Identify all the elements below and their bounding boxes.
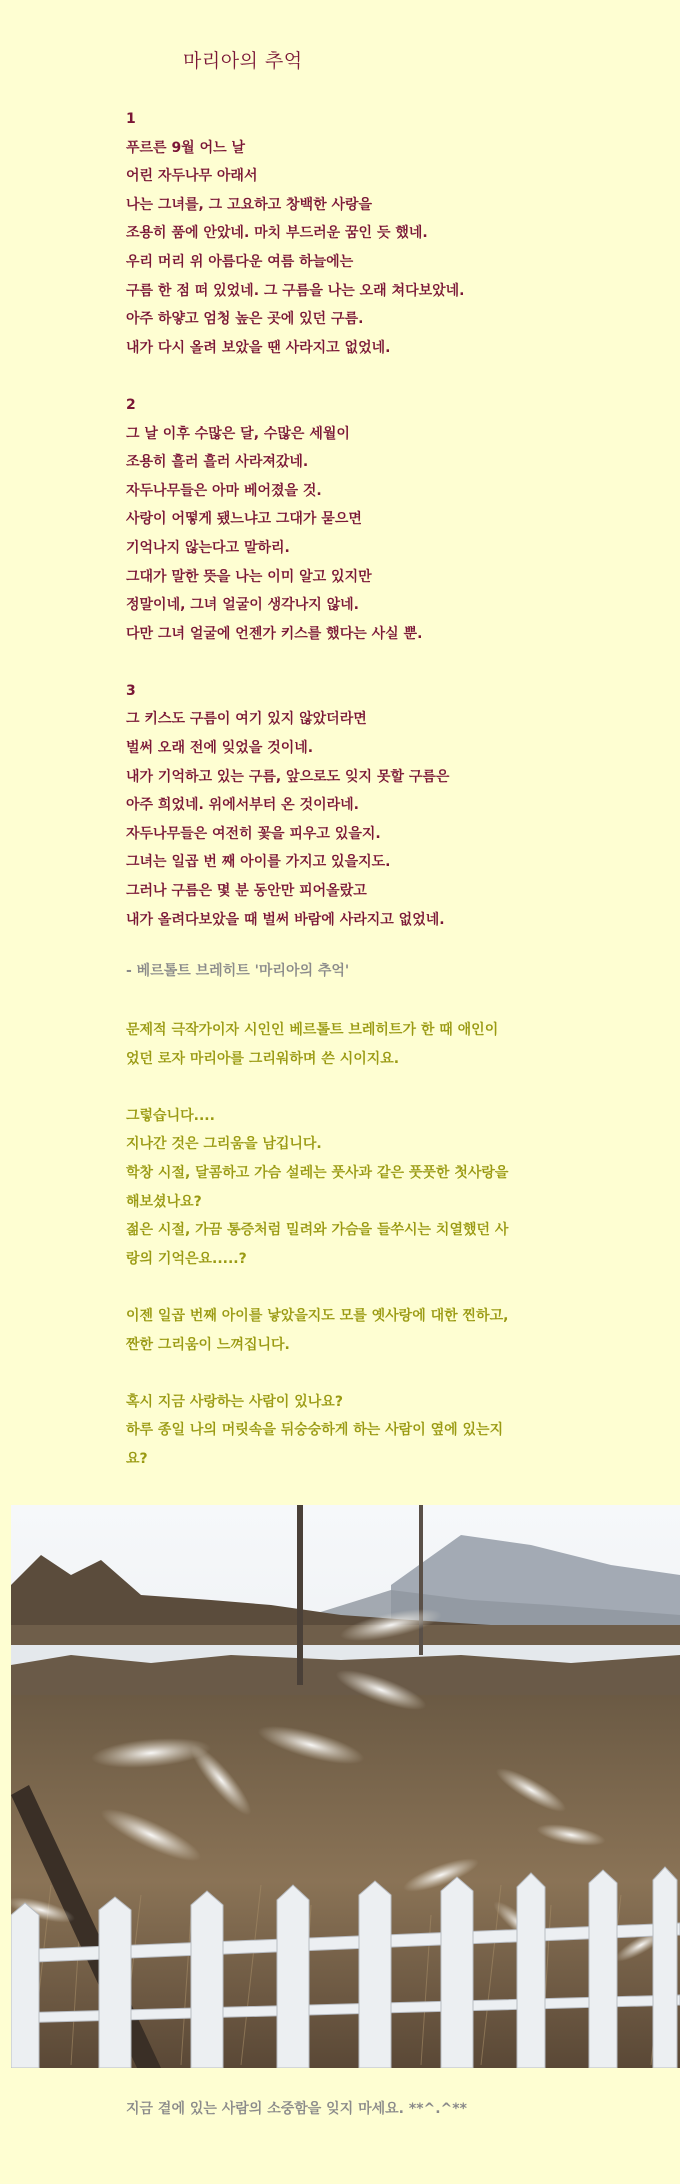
essay-line: 짠한 그리움이 느껴집니다. — [126, 1336, 290, 1353]
poem-line: 다만 그녀 얼굴에 언젠가 키스를 했다는 사실 뿐. — [126, 625, 423, 642]
essay-line: 지나간 것은 그리움을 남깁니다. — [126, 1136, 322, 1153]
poem-line: 사랑이 어떻게 됐느냐고 그대가 묻으면 — [126, 511, 362, 528]
stanza-number: 1 — [126, 111, 136, 127]
poem-line: 조용히 흘러 흘러 사라져갔네. — [126, 454, 309, 471]
essay-paragraph — [126, 1016, 556, 1073]
essay-paragraph — [126, 1302, 556, 1359]
essay-line: 학창 시절, 달콤하고 가슴 설레는 풋사과 같은 풋풋한 첫사랑을 — [126, 1164, 509, 1181]
closing-line: 지금 곁에 있는 사람의 소중함을 잊지 마세요. **^.^** — [126, 2101, 467, 2117]
poem-line: 그대가 말한 뜻을 나는 이미 알고 있지만 — [126, 568, 372, 585]
essay-line: 문제적 극작가이자 시인인 베르톨트 브레히트가 한 때 애인이 — [126, 1022, 499, 1038]
stanza — [126, 391, 666, 648]
poem-line: 내가 올려다보았을 때 벌써 바람에 사라지고 없었네. — [126, 911, 445, 928]
poem-line: 나는 그녀를, 그 고요하고 창백한 사랑을 — [126, 196, 373, 213]
poem-line: 아주 희었네. 위에서부터 온 것이라네. — [126, 797, 359, 814]
page-title: 마리아의 추억 — [183, 50, 303, 72]
essay-line: 었던 로자 마리아를 그리워하며 쓴 시이지요. — [126, 1050, 400, 1067]
essay-line: 하루 종일 나의 머릿속을 뒤숭숭하게 하는 사람이 옆에 있는지 — [126, 1422, 504, 1439]
poem-line: 내가 기억하고 있는 구름, 앞으로도 잊지 못할 구름은 — [126, 768, 450, 785]
essay-line: 혹시 지금 사랑하는 사람이 있나요? — [126, 1393, 343, 1410]
poem-line: 아주 하얗고 엄청 높은 곳에 있던 구름. — [126, 311, 364, 328]
poem-line: 그 키스도 구름이 여기 있지 않았더라면 — [126, 711, 367, 728]
poem-line: 그녀는 일곱 번 째 아이를 가지고 있을지도. — [126, 854, 391, 871]
reeds-fence-photo — [11, 1505, 680, 2068]
essay-line: 그렇습니다.... — [126, 1107, 215, 1124]
poem-line: 구름 한 점 떠 있었네. 그 구름을 나는 오래 쳐다보았네. — [126, 282, 465, 299]
poem-line: 푸르른 9월 어느 날 — [126, 139, 246, 156]
poem-line: 어린 자두나무 아래서 — [126, 168, 258, 185]
stanza — [126, 105, 666, 362]
photo-illustration — [11, 1505, 680, 2068]
poem-line: 기억나지 않는다고 말하리. — [126, 539, 290, 556]
poem-line: 정말이네, 그녀 얼굴이 생각나지 않네. — [126, 597, 359, 614]
poem-line: 자두나무들은 여전히 꽃을 피우고 있을지. — [126, 825, 381, 842]
poem-line: 그러나 구름은 몇 분 동안만 피어올랐고 — [126, 883, 367, 900]
poem-line: 그 날 이후 수많은 달, 수많은 세월이 — [126, 425, 350, 442]
essay-line: 젊은 시절, 가끔 통증처럼 밀려와 가슴을 들쑤시는 치열했던 사 — [126, 1222, 509, 1239]
poem-line: 우리 머리 위 아름다운 여름 하늘에는 — [126, 253, 354, 270]
poem-line: 내가 다시 올려 보았을 땐 사라지고 없었네. — [126, 339, 391, 356]
stanza-number: 2 — [126, 396, 136, 413]
stanza-number: 3 — [126, 682, 136, 699]
poem-line: 조용히 품에 안았네. 마치 부드러운 꿈인 듯 했네. — [126, 225, 428, 242]
stanza — [126, 677, 666, 934]
essay-line: 요? — [126, 1450, 148, 1467]
essay-paragraph — [126, 1102, 556, 1274]
poem-line: 자두나무들은 아마 베어졌을 것. — [126, 482, 322, 499]
essay-line: 해보셨나요? — [126, 1193, 202, 1210]
essay-line: 랑의 기억은요.....? — [126, 1250, 247, 1267]
essay — [126, 1016, 556, 1502]
essay-line: 이젠 일곱 번째 아이를 낳았을지도 모를 옛사랑에 대한 찐하고, — [126, 1307, 509, 1324]
essay-paragraph — [126, 1388, 556, 1474]
poem-line: 벌써 오래 전에 잊었을 것이네. — [126, 740, 314, 757]
poem-credit: - 베르톨트 브레히트 '마리아의 추억' — [126, 963, 350, 979]
poem — [126, 105, 666, 963]
